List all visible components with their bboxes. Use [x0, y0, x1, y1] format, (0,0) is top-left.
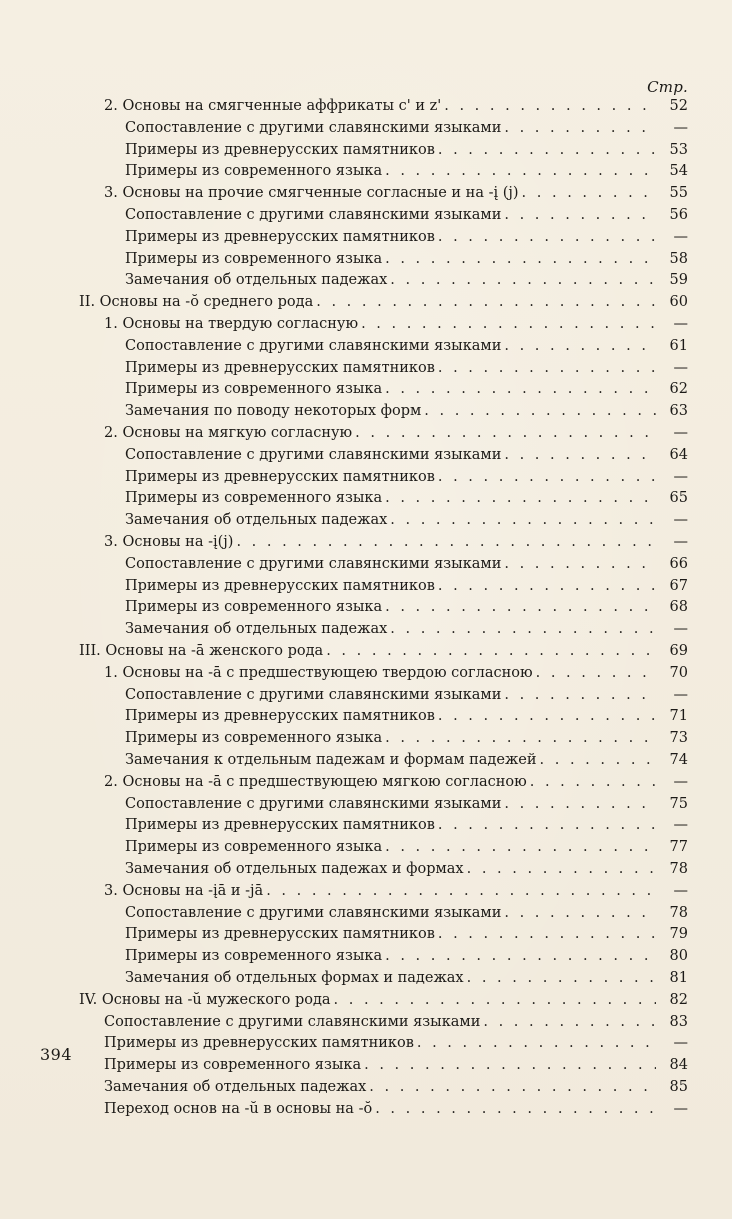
toc-entry-title: IV. Основы на -ŭ мужеского рода: [79, 991, 331, 1008]
toc-entry-title: Примеры из современного языка: [125, 730, 383, 747]
toc-entry-page: 84: [669, 1057, 688, 1074]
toc-entry-page: 64: [669, 446, 688, 463]
toc-entry: [125, 685, 688, 705]
toc-entry: [125, 554, 688, 574]
toc-entry-title: Сопоставление с другими славянскими языками: [125, 795, 502, 812]
toc-entry-page: 61: [669, 337, 688, 354]
toc-entry-page: —: [673, 817, 688, 834]
dot-leader: [438, 140, 656, 160]
toc-entry: [104, 663, 688, 683]
toc-entry-title: 2. Основы на смягченные аффрикаты c' и z': [104, 98, 442, 114]
dot-leader: [326, 641, 656, 661]
toc-entry-title: Сопоставление с другими славянскими языками: [125, 686, 502, 703]
toc-entry-title: 2. Основы на -ā с предшествующею мягкою согласною: [104, 773, 527, 790]
toc-entry: [125, 859, 688, 879]
dot-leader: [385, 837, 656, 857]
dot-leader: [385, 597, 656, 617]
toc-entry-title: Сопоставление с другими славянскими языками: [125, 119, 502, 136]
toc-entry: [125, 619, 688, 639]
toc-entry: [125, 968, 688, 988]
toc-entry-page: 66: [669, 555, 688, 572]
toc-entry: [125, 903, 688, 923]
dot-leader: [438, 227, 656, 247]
dot-leader: [390, 510, 656, 530]
dot-leader: [385, 488, 656, 508]
dot-leader: [236, 532, 656, 552]
page-number: 394: [40, 1045, 73, 1064]
toc-entry: [125, 815, 688, 835]
toc-entry-title: Сопоставление с другими славянскими языками: [125, 904, 502, 921]
toc-entry-page: 59: [669, 272, 688, 289]
dot-leader: [540, 750, 656, 770]
toc-entry-page: —: [673, 359, 688, 376]
toc-entry-page: 62: [669, 381, 688, 398]
toc-entry: [125, 510, 688, 530]
toc-entry-page: —: [673, 468, 688, 485]
dot-leader: [504, 554, 656, 574]
toc-entry-page: —: [673, 686, 688, 703]
toc-entry-page: 74: [669, 752, 688, 768]
toc-entry-title: Сопоставление с другими славянскими языками: [125, 446, 502, 463]
dot-leader: [355, 423, 656, 443]
dot-leader: [504, 903, 656, 923]
toc-entry: [104, 314, 688, 334]
toc-entry-page: 52: [669, 98, 688, 114]
toc-entry: [125, 140, 688, 160]
dot-leader: [467, 968, 656, 988]
toc-entry-page: 71: [669, 708, 688, 725]
toc-entry-title: Примеры из древнерусских памятников: [125, 708, 435, 725]
toc-entry-page: —: [673, 119, 688, 136]
toc-entry-page: —: [673, 425, 688, 441]
dot-leader: [390, 619, 656, 639]
toc-entry-page: 63: [669, 403, 688, 420]
toc-entry: [104, 1055, 688, 1075]
dot-leader: [316, 292, 656, 312]
toc-entry-title: Примеры из современного языка: [125, 599, 383, 616]
toc-entry-page: —: [673, 534, 688, 550]
toc-entry-page: 79: [669, 926, 688, 943]
toc-entry: [104, 532, 688, 552]
toc-entry-title: Замечания об отдельных падежах и формах: [125, 861, 464, 877]
toc-entry-title: Сопоставление с другими славянскими языками: [125, 337, 502, 354]
toc-entry: [104, 423, 688, 443]
dot-leader: [385, 379, 656, 399]
page-column-label: Стр.: [647, 78, 688, 96]
dot-leader: [438, 576, 656, 596]
dot-leader: [438, 358, 656, 378]
toc-entry-page: —: [673, 228, 688, 245]
toc-entry-page: —: [673, 1035, 688, 1052]
toc-entry: [125, 401, 688, 421]
toc-entry-page: 68: [669, 599, 688, 616]
dot-leader: [504, 685, 656, 705]
toc-entry-title: Примеры из современного языка: [125, 381, 383, 398]
dot-leader: [390, 270, 656, 290]
toc-entry: [125, 750, 688, 770]
toc-entry: [79, 292, 688, 312]
dot-leader: [530, 772, 656, 792]
toc-entry-title: Примеры из современного языка: [125, 163, 383, 180]
toc-entry: [125, 379, 688, 399]
toc-entry-page: 78: [669, 904, 688, 921]
toc-entry-title: Примеры из современного языка: [125, 839, 383, 856]
toc-entry-page: —: [673, 882, 688, 899]
toc-entry-page: 75: [669, 795, 688, 812]
toc-entry: [125, 445, 688, 465]
toc-entry: [125, 924, 688, 944]
dot-leader: [438, 815, 656, 835]
toc-entry: [104, 772, 688, 792]
toc-entry-title: 2. Основы на мягкую согласную: [104, 425, 353, 441]
toc-entry-page: 82: [669, 991, 688, 1008]
dot-leader: [536, 663, 656, 683]
toc-entry: [125, 837, 688, 857]
dot-leader: [385, 161, 656, 181]
toc-entry: [125, 358, 688, 378]
toc-entry-title: II. Основы на -ŏ среднего рода: [79, 294, 314, 311]
toc-entry-title: Примеры из древнерусских памятников: [125, 228, 435, 245]
dot-leader: [504, 336, 656, 356]
toc-entry: [104, 1099, 688, 1119]
toc-entry: [79, 641, 688, 661]
dot-leader: [467, 859, 656, 879]
toc-entry: [104, 1012, 688, 1032]
dot-leader: [504, 205, 656, 225]
toc-entry-page: 54: [669, 163, 688, 180]
toc-entry-page: 85: [669, 1079, 688, 1095]
toc-entry-page: 55: [669, 185, 688, 202]
toc-entry: [125, 249, 688, 269]
toc-entry-title: Замечания по поводу некоторых форм: [125, 403, 422, 420]
toc-entry: [125, 706, 688, 726]
toc-entry: [125, 597, 688, 617]
toc-entry-page: 69: [669, 643, 688, 659]
toc-entry: [104, 881, 688, 901]
dot-leader: [522, 183, 656, 203]
dot-leader: [424, 401, 656, 421]
toc-entry: [125, 118, 688, 138]
toc-entry-title: Примеры из древнерусских памятников: [125, 926, 435, 943]
toc-entry-title: Примеры из древнерусских памятников: [125, 468, 435, 485]
toc-entry-title: Сопоставление с другими славянскими языками: [125, 207, 502, 223]
dot-leader: [364, 1055, 656, 1075]
toc-entry-title: Примеры из древнерусских памятников: [104, 1035, 414, 1052]
toc-entry: [125, 467, 688, 487]
dot-leader: [504, 445, 656, 465]
dot-leader: [385, 946, 656, 966]
toc-entry-title: Замечания об отдельных формах и падежах: [125, 970, 464, 986]
toc-entry-page: 81: [669, 970, 688, 986]
toc-entry-title: Примеры из древнерусских памятников: [125, 817, 435, 834]
toc-entry-title: Замечания об отдельных падежах: [125, 512, 388, 529]
dot-leader: [334, 990, 656, 1010]
toc-entry: [125, 728, 688, 748]
toc-entry-page: 70: [669, 664, 688, 681]
toc-entry-page: 77: [669, 839, 688, 856]
toc-entry: [104, 183, 688, 203]
toc-entry-page: —: [673, 1100, 688, 1117]
toc-entry: [104, 1077, 688, 1097]
dot-leader: [438, 924, 656, 944]
toc-entry-page: —: [673, 316, 688, 332]
dot-leader: [504, 118, 656, 138]
dot-leader: [361, 314, 656, 334]
toc-entry: [125, 946, 688, 966]
toc-entry-page: 67: [669, 577, 688, 594]
toc-entry-title: Примеры из современного языка: [104, 1057, 362, 1074]
dot-leader: [483, 1012, 656, 1032]
toc-entry-page: —: [673, 512, 688, 529]
toc-entry: [125, 336, 688, 356]
toc-entry: [125, 488, 688, 508]
toc-entry-title: 3. Основы на -įā и -jā: [104, 882, 264, 899]
toc-entry-page: 53: [669, 141, 688, 158]
dot-leader: [438, 706, 656, 726]
toc-entry: [125, 205, 688, 225]
toc-entry: [104, 96, 688, 116]
toc-entry-title: Примеры из древнерусских памятников: [125, 141, 435, 158]
toc-entry-title: Замечания к отдельным падежам и формам падежей: [125, 752, 537, 768]
dot-leader: [417, 1033, 656, 1053]
toc-entry-page: —: [673, 773, 688, 790]
dot-leader: [385, 728, 656, 748]
toc-entry-title: Замечания об отдельных падежах: [104, 1079, 367, 1095]
toc-entry-title: 3. Основы на -į(j): [104, 534, 234, 550]
toc-entry-page: 56: [669, 207, 688, 223]
toc-entry-title: 1. Основы на -ā с предшествующею твердою согласною: [104, 664, 533, 681]
toc-entry-title: Сопоставление с другими славянскими языками: [104, 1013, 481, 1030]
toc-entry-page: 80: [669, 948, 688, 965]
toc-entry-page: 83: [669, 1013, 688, 1030]
dot-leader: [444, 96, 656, 116]
toc-entry: [79, 990, 688, 1010]
toc-entry-page: 73: [669, 730, 688, 747]
toc-entry-title: Примеры из современного языка: [125, 490, 383, 507]
toc-entry: [104, 1033, 688, 1053]
dot-leader: [504, 794, 656, 814]
toc-entry-page: 58: [669, 250, 688, 267]
toc-entry: [125, 227, 688, 247]
toc-entry-title: Замечания об отдельных падежах: [125, 621, 388, 638]
toc-entry-title: Примеры из современного языка: [125, 250, 383, 267]
toc-entry: [125, 576, 688, 596]
toc-entry-page: 78: [669, 861, 688, 877]
dot-leader: [375, 1099, 656, 1119]
dot-leader: [266, 881, 656, 901]
toc-entry-title: III. Основы на -ā женского рода: [79, 643, 324, 659]
toc-entry-title: Примеры из современного языка: [125, 948, 383, 965]
toc-entry-title: Примеры из древнерусских памятников: [125, 359, 435, 376]
dot-leader: [438, 467, 656, 487]
toc-entry-title: 1. Основы на твердую согласную: [104, 316, 359, 332]
dot-leader: [369, 1077, 656, 1097]
toc-entry-title: Замечания об отдельных падежах: [125, 272, 388, 289]
toc-entry-title: Переход основ на -ŭ в основы на -ŏ: [104, 1100, 373, 1117]
toc-entry: [125, 161, 688, 181]
dot-leader: [385, 249, 656, 269]
toc-entry-page: —: [673, 621, 688, 638]
toc-entry: [125, 270, 688, 290]
toc-entry-title: 3. Основы на прочие смягченные согласные и на -į (j): [104, 185, 519, 202]
toc-entry-title: Примеры из древнерусских памятников: [125, 577, 435, 594]
toc-entry: [125, 794, 688, 814]
toc-entry-title: Сопоставление с другими славянскими языками: [125, 555, 502, 572]
toc-entry-page: 65: [669, 490, 688, 507]
toc-entry-page: 60: [669, 294, 688, 311]
